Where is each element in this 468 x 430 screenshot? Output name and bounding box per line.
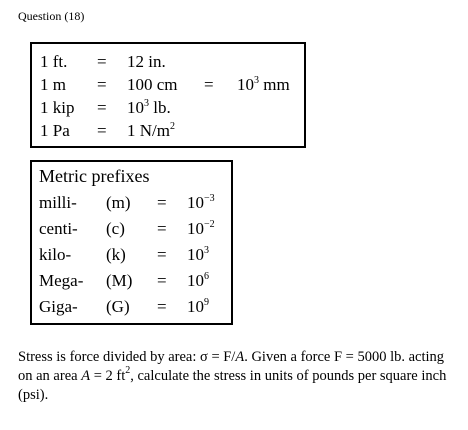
- equals-sign: =: [157, 271, 167, 290]
- prefix-value: $10^9$: [187, 297, 209, 316]
- conversion-value: 100 cm: [127, 75, 178, 94]
- prefix-symbol: (c): [106, 219, 125, 238]
- prefix-row: [32, 193, 231, 219]
- prefix-value: $10^3$: [187, 245, 209, 264]
- prefixes-title: Metric prefixes: [39, 166, 150, 186]
- prefix-symbol: (m): [106, 193, 131, 212]
- prefix-name: centi-: [39, 219, 78, 238]
- prefix-row: [32, 219, 231, 245]
- equals-sign: =: [97, 52, 107, 71]
- conversion-value: $10^3$ lb.: [127, 98, 171, 117]
- prefix-value: $10^6$: [187, 271, 209, 290]
- conversion-row: [32, 52, 304, 76]
- equals-sign: =: [204, 75, 214, 94]
- equals-sign: =: [97, 98, 107, 117]
- metric-prefixes-table: [30, 160, 233, 325]
- prefix-value: $10^{-3}$: [187, 193, 215, 212]
- prefix-value: $10^{-2}$: [187, 219, 215, 238]
- equals-sign: =: [97, 121, 107, 140]
- prefix-row: [32, 297, 231, 323]
- question-text: Stress is force divided by area: σ = F/A. Given a force F = 5000 lb. acting on an area A = 2 $ft^2$, calculate the stress in units of pounds per square inch (psi).: [18, 349, 447, 403]
- equals-sign: =: [157, 219, 167, 238]
- conversion-row: [32, 75, 304, 99]
- equals-sign: =: [157, 193, 167, 212]
- prefix-row: [32, 271, 231, 297]
- prefix-symbol: (G): [106, 297, 130, 316]
- conversion-value-2: $10^3$ mm: [237, 75, 290, 94]
- conversion-unit: 1 kip: [40, 98, 75, 117]
- prefix-row: [32, 245, 231, 271]
- question-label: Question (18): [18, 9, 85, 23]
- equals-sign: =: [157, 245, 167, 264]
- conversion-row: [32, 98, 304, 122]
- prefix-name: Giga-: [39, 297, 78, 316]
- conversion-value: 12 in.: [127, 52, 166, 71]
- conversion-unit: 1 ft.: [40, 52, 68, 71]
- prefix-name: kilo-: [39, 245, 72, 264]
- conversion-unit: 1 Pa: [40, 121, 70, 140]
- unit-conversion-table: [30, 42, 306, 148]
- equals-sign: =: [157, 297, 167, 316]
- conversion-value: 1 $N/m^2$: [127, 121, 175, 140]
- prefix-name: milli-: [39, 193, 77, 212]
- conversion-row: [32, 121, 304, 145]
- prefix-name: Mega-: [39, 271, 84, 290]
- equals-sign: =: [97, 75, 107, 94]
- conversion-unit: 1 m: [40, 75, 66, 94]
- prefix-symbol: (k): [106, 245, 126, 264]
- prefix-symbol: (M): [106, 271, 133, 290]
